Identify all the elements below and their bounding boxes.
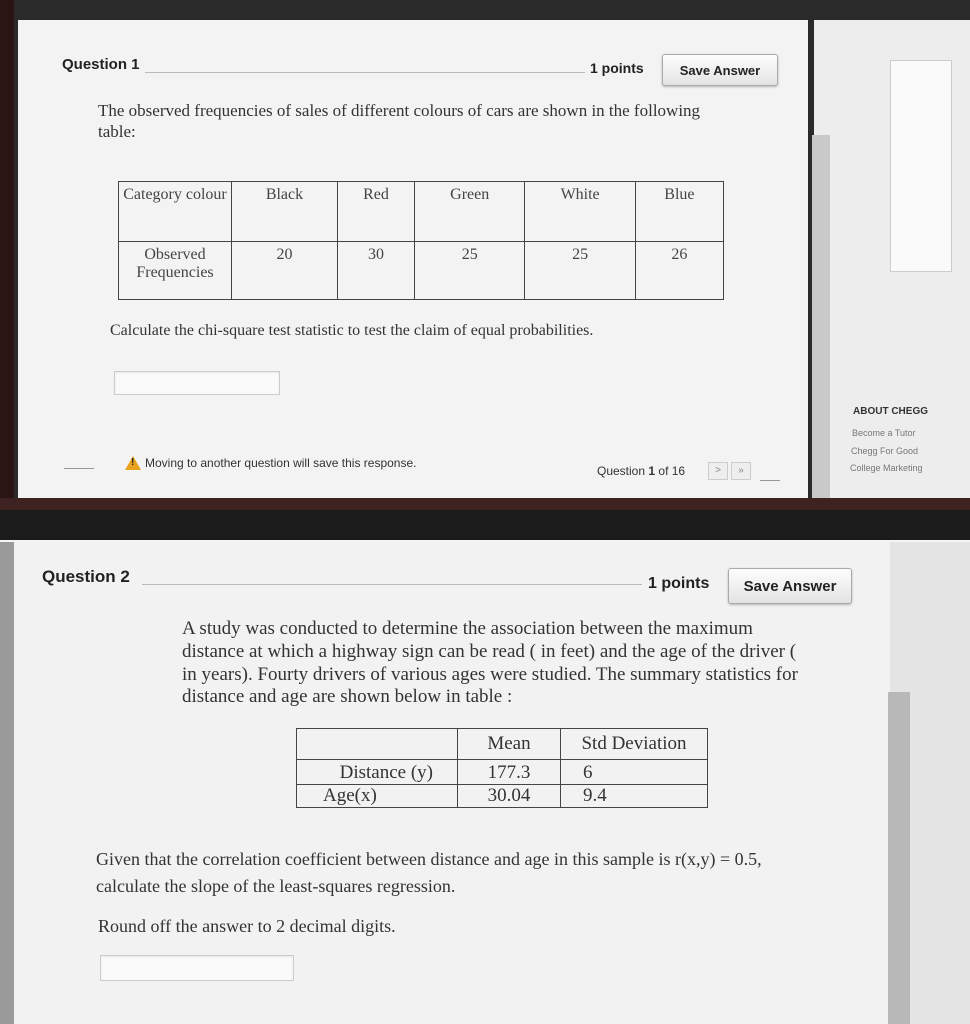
table-cell: 30.04 [458,785,561,808]
table-cell: Std Deviation [561,729,708,760]
question-counter-prefix: Question [597,464,649,478]
table-cell: 25 [525,242,635,300]
table-cell: White [525,182,635,242]
table-cell: Distance (y) [297,760,458,785]
sidebar-box [890,60,952,272]
photo-edge [0,0,14,540]
table-cell: 25 [415,242,525,300]
question-1-save-button[interactable]: Save Answer [662,54,778,86]
table-cell: 30 [337,242,414,300]
question-2-answer-input[interactable] [100,955,294,981]
question-1-title: Question 1 [62,56,140,73]
sidebar-link[interactable]: Become a Tutor [852,428,916,438]
table-cell: Black [232,182,338,242]
question-1-points: 1 points [590,60,644,76]
scrollbar-track[interactable] [888,692,910,1024]
divider [64,468,94,469]
bottom-bar [0,498,970,510]
last-question-button[interactable]: » [731,462,751,480]
photo-edge [0,542,14,1024]
question-1-answer-input[interactable] [114,371,280,395]
table-cell: Red [337,182,414,242]
photo-gap [0,510,970,540]
table-cell: 20 [232,242,338,300]
divider [760,480,780,481]
question-1-table [118,181,724,300]
sidebar-link[interactable]: Chegg For Good [851,446,919,456]
question-2-given: Given that the correlation coefficient between distance and age in this sample is r(x,y) = 0.5, calculate the slope of the least-squares regression. [96,849,762,896]
table-cell: Mean [458,729,561,760]
table-cell: Age(x) [297,785,458,808]
question-1-prompt: Calculate the chi-square test statistic to test the claim of equal probabilities. [110,322,594,339]
question-1-divider [145,72,585,73]
save-warning [125,456,416,470]
table-cell: 177.3 [458,760,561,785]
warning-icon [125,456,141,470]
table-row [297,729,708,760]
question-2-divider [142,584,642,585]
table-row [119,182,724,242]
question-counter-current: 1 [648,464,656,478]
table-row [297,760,708,785]
question-2-save-button[interactable]: Save Answer [728,568,852,604]
sidebar-link[interactable]: College Marketing [850,463,923,473]
table-cell: Category colour [119,182,232,242]
question-2-round: Round off the answer to 2 decimal digits. [98,916,396,936]
question-1-text: The observed frequencies of sales of different colours of cars are shown in the following table: [98,101,701,142]
question-2-title: Question 2 [42,567,130,586]
scrollbar-track[interactable] [812,135,830,498]
next-question-button[interactable]: > [708,462,728,480]
question-counter [597,464,685,478]
sidebar-heading: ABOUT CHEGG [853,406,928,417]
table-cell: 26 [635,242,723,300]
table-cell: Observed Frequencies [119,242,232,300]
table-row [119,242,724,300]
save-warning-text: Moving to another question will save this response. [145,456,417,470]
screenshot-question-2 [0,542,970,1024]
question-2-table [296,728,708,808]
question-2-text: A study was conducted to determine the association between the maximum distance at which a highway sign can be read ( in feet) and the age of the driver ( in years). Fourty drivers of various ages were studied. The summary statistics for distance and age are shown below in table : [182,618,798,708]
table-row [297,785,708,808]
table-cell: 9.4 [561,785,708,808]
table-cell: Blue [635,182,723,242]
table-cell [297,729,458,760]
table-cell: 6 [561,760,708,785]
question-2-points: 1 points [648,575,710,592]
table-cell: Green [415,182,525,242]
question-counter-suffix: of 16 [655,464,686,478]
